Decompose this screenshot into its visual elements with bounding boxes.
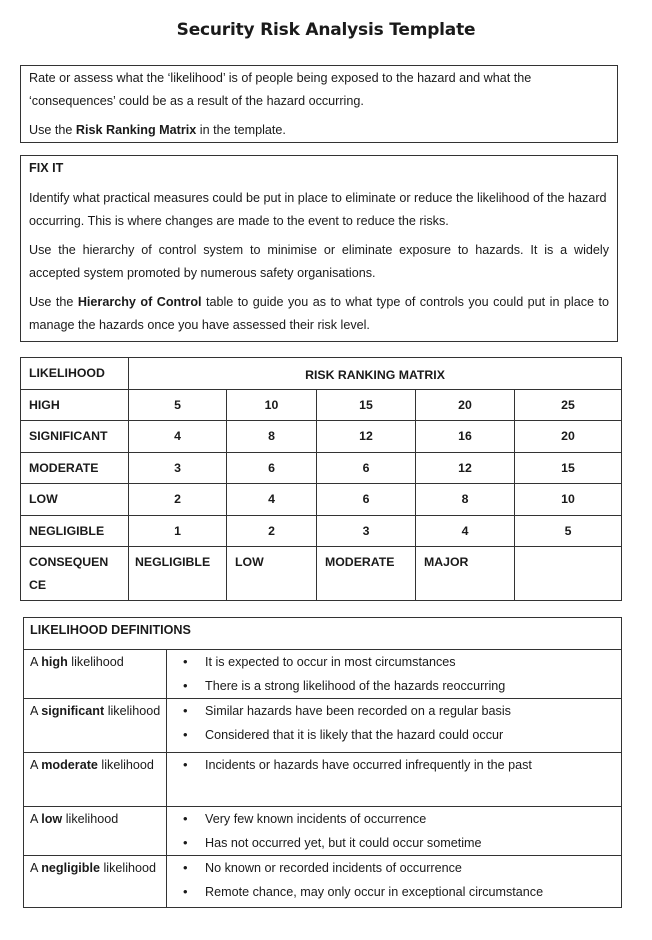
likelihood-description <box>167 699 622 753</box>
likelihood-term-level: negligible <box>41 861 100 875</box>
definition-row <box>24 753 622 807</box>
intro-instruction-bold: Risk Ranking Matrix <box>75 123 197 137</box>
matrix-cell: 6 <box>227 452 317 484</box>
likelihood-term-prefix: A <box>30 861 42 875</box>
likelihood-term <box>24 650 167 699</box>
fix-it-paragraph-1: Identify what practical measures could be put in place to eliminate or reduce the likelihood of the hazard occurring. This is where changes are made to the event to reduce the risks. <box>29 191 607 228</box>
likelihood-description <box>167 856 622 908</box>
likelihood-description <box>167 650 622 699</box>
matrix-cell: 15 <box>317 389 416 421</box>
matrix-cell: 10 <box>515 484 622 516</box>
consequence-label-line-2: CE <box>29 578 47 592</box>
matrix-consequence-row <box>21 547 622 601</box>
matrix-cell: 4 <box>129 421 227 453</box>
description-bullet: • It is expected to occur in most circumstances <box>205 650 621 674</box>
page-title: Security Risk Analysis Template <box>176 20 476 40</box>
description-list <box>175 807 621 855</box>
fix-it-heading: FIX IT <box>29 161 64 175</box>
description-bullet: • Incidents or hazards have occurred infrequently in the past <box>205 753 621 777</box>
definition-row <box>24 856 622 908</box>
likelihood-term-suffix: likelihood <box>67 655 124 669</box>
matrix-row-label: SIGNIFICANT <box>21 421 129 453</box>
description-list <box>175 699 621 747</box>
matrix-cell: 5 <box>129 389 227 421</box>
matrix-cell: 16 <box>416 421 515 453</box>
description-list <box>175 753 621 777</box>
likelihood-description <box>167 807 622 856</box>
description-bullet: • Similar hazards have been recorded on a regular basis <box>205 699 621 723</box>
matrix-cell: 8 <box>416 484 515 516</box>
consequence-label <box>21 547 129 601</box>
likelihood-term-suffix: likelihood <box>62 812 119 826</box>
matrix-header-row <box>21 358 622 390</box>
matrix-cell: 4 <box>416 515 515 547</box>
likelihood-term <box>24 856 167 908</box>
matrix-cell: 12 <box>317 421 416 453</box>
intro-instruction-suffix: in the template. <box>196 123 286 137</box>
intro-text: Rate or assess what the ‘likelihood’ is of people being exposed to the hazard and what the ‘consequences’ could be as a result of the hazard occurring. <box>29 71 532 108</box>
fix-it-paragraph-3 <box>29 291 609 337</box>
intro-instruction-prefix: Use the <box>29 123 76 137</box>
matrix-row <box>21 484 622 516</box>
matrix-cell: 6 <box>317 452 416 484</box>
risk-ranking-matrix <box>20 357 622 601</box>
matrix-row-label: LOW <box>21 484 129 516</box>
consequence-cell: LOW <box>227 547 317 601</box>
matrix-cell: 5 <box>515 515 622 547</box>
likelihood-term-prefix: A <box>30 704 42 718</box>
matrix-rows <box>21 389 622 547</box>
description-bullet: • No known or recorded incidents of occurrence <box>205 856 621 880</box>
likelihood-description <box>167 753 622 807</box>
fix-it-box <box>20 155 618 342</box>
matrix-row <box>21 421 622 453</box>
matrix-row-label: MODERATE <box>21 452 129 484</box>
fix-it-paragraph-3-bold: Hierarchy of Control <box>77 295 202 309</box>
consequence-cell: MAJOR <box>416 547 515 601</box>
description-bullet: • Remote chance, may only occur in exceptional circumstance <box>205 880 621 904</box>
fix-it-paragraph-2: Use the hierarchy of control system to minimise or eliminate exposure to hazards. It is a widely accepted system promoted by numerous safety organisations. <box>29 243 609 280</box>
matrix-row-label: NEGLIGIBLE <box>21 515 129 547</box>
matrix-cell: 2 <box>227 515 317 547</box>
definitions-rows <box>24 650 622 908</box>
definition-row <box>24 650 622 699</box>
matrix-cell: 3 <box>129 452 227 484</box>
matrix-cell: 3 <box>317 515 416 547</box>
definitions-header-row <box>24 618 622 650</box>
likelihood-term-suffix: likelihood <box>104 704 161 718</box>
definition-row <box>24 807 622 856</box>
consequence-label-line-1: CONSEQUEN <box>29 555 109 569</box>
matrix-cell: 4 <box>227 484 317 516</box>
matrix-cell: 20 <box>416 389 515 421</box>
matrix-cell: 2 <box>129 484 227 516</box>
matrix-row <box>21 515 622 547</box>
matrix-cell: 10 <box>227 389 317 421</box>
likelihood-definitions-table <box>23 617 622 908</box>
definition-row <box>24 699 622 753</box>
description-bullet: • There is a strong likelihood of the hazards reoccurring <box>205 674 621 698</box>
likelihood-term <box>24 699 167 753</box>
description-list <box>175 856 621 904</box>
matrix-row <box>21 389 622 421</box>
description-bullet: • Considered that it is likely that the hazard could occur <box>205 723 621 747</box>
matrix-title: RISK RANKING MATRIX <box>129 358 622 390</box>
fix-it-paragraph-3-suffix: table to guide you as to what type of controls you could put in place to manage the hazards once you have assessed their risk level. <box>29 295 609 332</box>
likelihood-term-level: high <box>41 655 68 669</box>
matrix-cell: 8 <box>227 421 317 453</box>
description-bullet: • Very few known incidents of occurrence <box>205 807 621 831</box>
definitions-heading: LIKELIHOOD DEFINITIONS <box>24 618 622 650</box>
likelihood-term-level: low <box>41 812 63 826</box>
matrix-row <box>21 452 622 484</box>
matrix-cell: 1 <box>129 515 227 547</box>
likelihood-term-prefix: A <box>30 758 42 772</box>
likelihood-term <box>24 807 167 856</box>
matrix-cell: 12 <box>416 452 515 484</box>
matrix-cell: 20 <box>515 421 622 453</box>
likelihood-term-prefix: A <box>30 812 42 826</box>
likelihood-term <box>24 753 167 807</box>
matrix-cell: 6 <box>317 484 416 516</box>
likelihood-term-prefix: A <box>30 655 42 669</box>
intro-instruction <box>29 119 609 142</box>
consequence-cell <box>515 547 622 601</box>
matrix-cell: 15 <box>515 452 622 484</box>
matrix-corner-label: LIKELIHOOD <box>21 358 129 390</box>
consequence-cell: NEGLIGIBLE <box>129 547 227 601</box>
likelihood-term-level: significant <box>41 704 105 718</box>
likelihood-term-suffix: likelihood <box>97 758 154 772</box>
likelihood-term-level: moderate <box>41 758 98 772</box>
matrix-cell: 25 <box>515 389 622 421</box>
intro-box <box>20 65 618 143</box>
consequence-cell: MODERATE <box>317 547 416 601</box>
description-bullet: • Has not occurred yet, but it could occur sometime <box>205 831 621 855</box>
fix-it-paragraph-3-prefix: Use the <box>29 295 78 309</box>
likelihood-term-suffix: likelihood <box>100 861 157 875</box>
matrix-row-label: HIGH <box>21 389 129 421</box>
description-list <box>175 650 621 698</box>
